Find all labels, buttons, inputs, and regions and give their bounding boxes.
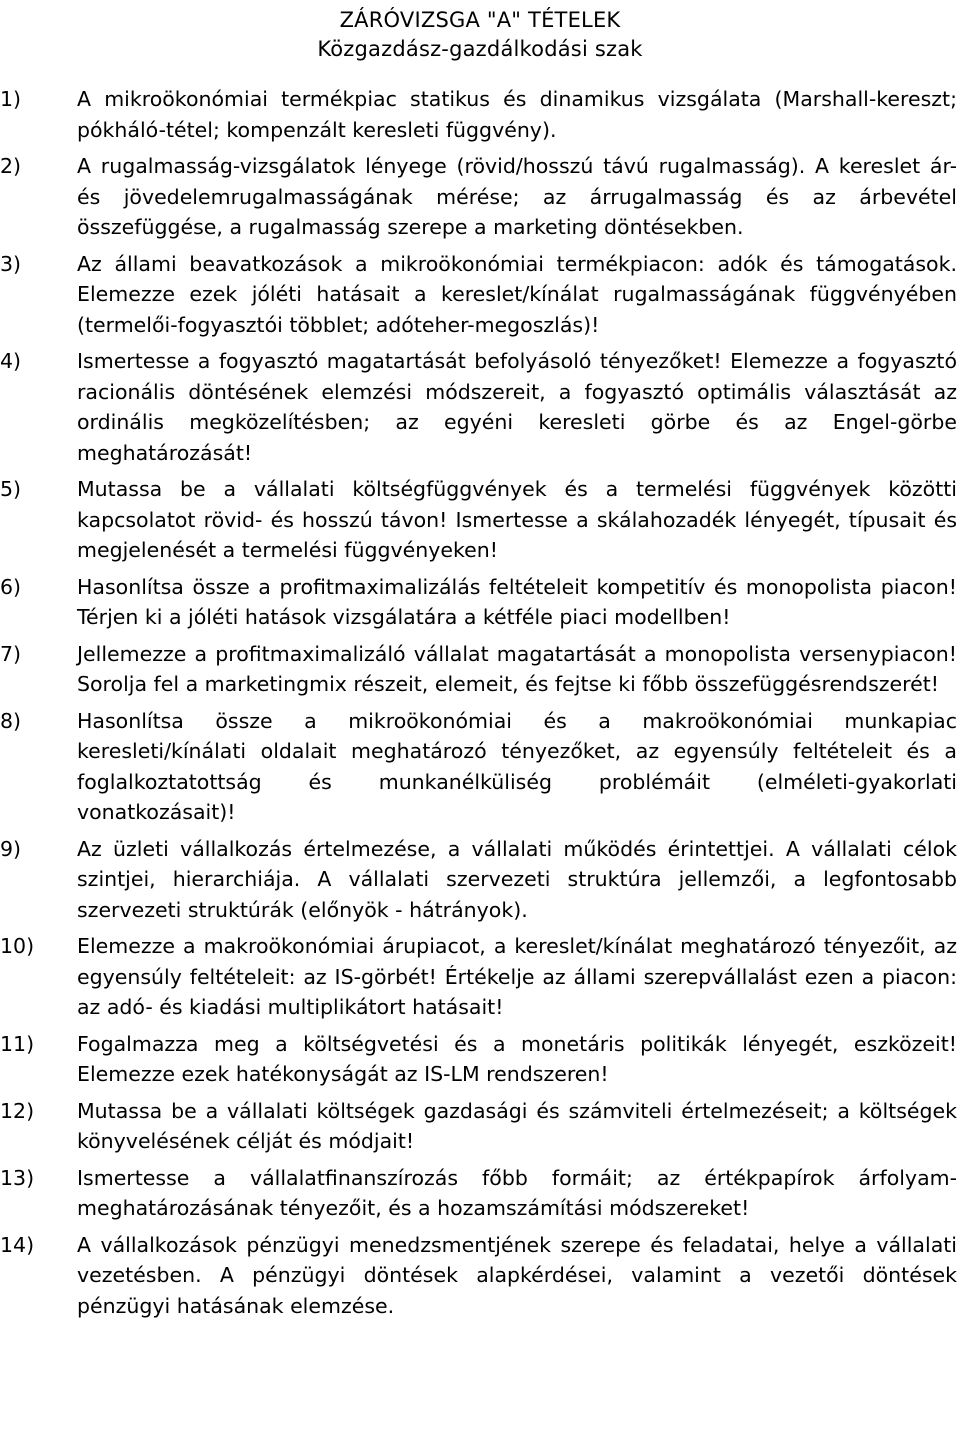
item-number: 6) — [0, 574, 22, 599]
item-text: Hasonlítsa össze a profitmaximalizálás feltételeit kompetitív és monopolista piacon! Térjen ki a jóléti hatások vizsgálatára a kétféle piaci modellben! — [77, 574, 957, 629]
item-text: Elemezze a makroökonómiai árupiacot, a kereslet/kínálat meghatározó tényezőit, az egyensúly feltételeit: az IS-görbét! Értékelje az állami szerepvállalást ezen a piacon: az adó- és kiadási multiplikátort hatásait! — [77, 934, 957, 1019]
item-number: 14) — [0, 1232, 35, 1257]
item-number: 10) — [0, 934, 35, 958]
list-item — [0, 572, 960, 633]
item-text: Mutassa be a vállalati költségfüggvények és a termelési függvények közötti kapcsolatot rövid- és hosszú távon! Ismertesse a skálahozadék lényegét, típusait és megjelenését a termelési függvényeken! — [77, 477, 957, 562]
item-text: Ismertesse a fogyasztó magatartását befolyásoló tényezőket! Elemezze a fogyasztó racionális döntésének elemzési módszereit, a fogyasztó optimális választását az ordinális megközelítésben; az egyéni keresleti görbe és az Engel-görbe meghatározását! — [77, 349, 957, 465]
list-item — [0, 1096, 960, 1157]
item-number: 1) — [0, 87, 22, 111]
item-number: 5) — [0, 477, 22, 501]
item-text: A mikroökonómiai termékpiac statikus és dinamikus vizsgálata (Marshall-kereszt; pókháló-tétel; kompenzált keresleti függvény). — [77, 87, 957, 142]
list-item — [0, 1163, 960, 1224]
list-item — [0, 931, 960, 1023]
document-header — [0, 0, 960, 64]
item-text: Az üzleti vállalkozás értelmezése, a vállalati működés érintettjei. A vállalati célok szintjei, hierarchiája. A vállalati szervezeti struktúra jellemzői, a legfontosabb szervezeti struktúrák (előnyök - hátrányok). — [77, 836, 957, 922]
list-item — [0, 1029, 960, 1090]
list-item — [0, 834, 960, 926]
list-item — [0, 84, 960, 145]
item-text: Fogalmazza meg a költségvetési és a monetáris politikák lényegét, eszközeit! Elemezze ezek hatékonyságát az IS-LM rendszeren! — [77, 1031, 957, 1086]
item-text: Hasonlítsa össze a mikroökonómiai és a makroökonómiai munkapiac keresleti/kínálati oldalait meghatározó tényezőket, az egyensúly feltételeit és a foglalkoztatottság és munkanélküliség problémáit (elméleti-gyakorlati vonatkozásait)! — [77, 708, 957, 824]
list-item — [0, 474, 960, 566]
list-item — [0, 706, 960, 828]
item-number: 7) — [0, 641, 22, 666]
item-number: 2) — [0, 154, 22, 178]
topic-list — [0, 84, 960, 1321]
item-number: 13) — [0, 1165, 35, 1190]
document-title: ZÁRÓVIZSGA "A" TÉTELEK — [339, 8, 621, 32]
item-number: 9) — [0, 836, 22, 861]
document-subtitle: Közgazdász-gazdálkodási szak — [317, 37, 643, 61]
item-number: 8) — [0, 708, 22, 733]
item-number: 4) — [0, 349, 22, 373]
list-item — [0, 249, 960, 341]
item-text: A vállalkozások pénzügyi menedzsmentjének szerepe és feladatai, helye a vállalati vezetésben. A pénzügyi döntések alapkérdései, valamint a vezetői döntések pénzügyi hatásának elemzése. — [77, 1232, 957, 1318]
list-item — [0, 1230, 960, 1322]
item-number: 12) — [0, 1098, 35, 1123]
item-number: 11) — [0, 1031, 35, 1056]
item-text: Ismertesse a vállalatfinanszírozás főbb formáit; az értékpapírok árfolyam-meghatározásának tényezőit, és a hozamszámítási módszereket! — [77, 1165, 957, 1220]
list-item — [0, 151, 960, 243]
list-item — [0, 639, 960, 700]
item-text: Jellemezze a profitmaximalizáló vállalat magatartását a monopolista versenypiacon! Sorolja fel a marketingmix részeit, elemeit, és fejtse ki főbb összefüggésrendszerét! — [77, 641, 957, 696]
item-number: 3) — [0, 251, 22, 276]
item-text: Mutassa be a vállalati költségek gazdasági és számviteli értelmezéseit; a költségek könyvelésének célját és módjait! — [77, 1098, 957, 1153]
item-text: A rugalmasság-vizsgálatok lényege (rövid/hosszú távú rugalmasság). A kereslet ár- és jövedelemrugalmasságának mérése; az árrugalmasság és az árbevétel összefüggése, a rugalmasság szerepe a marketing döntésekben. — [77, 154, 957, 239]
list-item — [0, 346, 960, 468]
item-text: Az állami beavatkozások a mikroökonómiai termékpiacon: adók és támogatások. Elemezze ezek jóléti hatásait a kereslet/kínálat rugalmasságának függvényében (termelői-fogyasztói többlet; adóteher-megoszlás)! — [77, 251, 957, 337]
